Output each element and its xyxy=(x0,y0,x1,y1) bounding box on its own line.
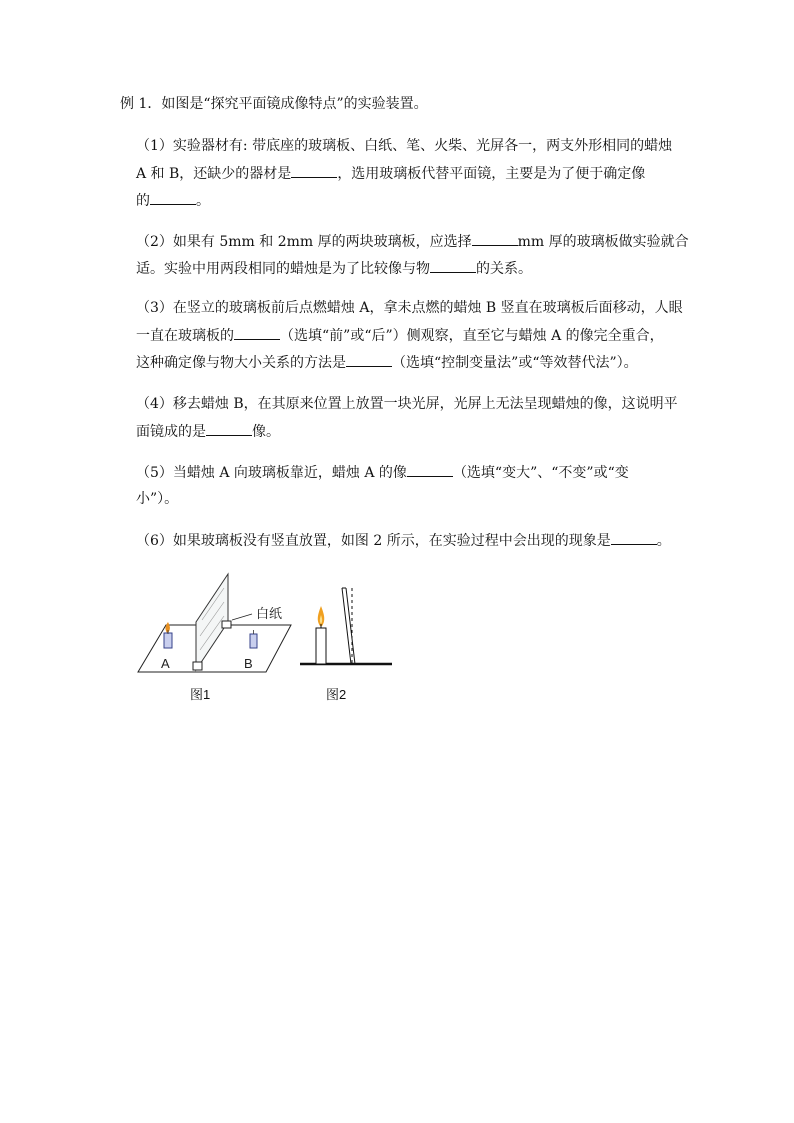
q3-line1: （3）在竖立的玻璃板前后点燃蜡烛 A，拿未点燃的蜡烛 B 竖直在玻璃板后面移动，人眼 xyxy=(136,300,683,316)
q2-line2 xyxy=(136,258,532,279)
q4-line1: （4）移去蜡烛 B，在其原来位置上放置一块光屏，光屏上无法呈现蜡烛的像，这说明平 xyxy=(136,396,678,412)
q1-text-a: A 和 B，还缺少的器材是 xyxy=(136,166,292,182)
q5-line1 xyxy=(136,462,629,483)
candle xyxy=(316,628,326,664)
label-candle-b: B xyxy=(244,656,253,671)
figure-2-tilted-plate xyxy=(300,578,396,678)
q1-line2 xyxy=(136,163,645,184)
tilted-glass-plate xyxy=(342,588,351,664)
q2-line1 xyxy=(136,231,689,252)
q4-text-a: 面镜成的是 xyxy=(136,424,206,440)
q4-line2 xyxy=(136,421,280,442)
label-candle-a: A xyxy=(161,656,170,671)
q3-text-d: （选填“控制变量法”或“等效替代法”）。 xyxy=(392,355,638,371)
candle-a xyxy=(164,633,172,648)
label-white-paper: 白纸 xyxy=(256,606,283,621)
q1-text-d: 。 xyxy=(196,193,210,209)
q6-blank-1 xyxy=(611,530,657,545)
q5-line2: 小”）。 xyxy=(136,491,179,507)
figure-1-apparatus xyxy=(136,570,296,678)
q2-text-a: （2）如果有 5mm 和 2mm 厚的两块玻璃板，应选择 xyxy=(136,234,472,250)
figure-1-caption: 图1 xyxy=(190,687,211,702)
q1-line1: （1）实验器材有: 带底座的玻璃板、白纸、笔、火柴、光屏各一，两支外形相同的蜡烛 xyxy=(136,138,673,154)
q3-text-c: 这种确定像与物大小关系的方法是 xyxy=(136,355,346,371)
q2-blank-1 xyxy=(472,231,518,246)
q2-blank-2 xyxy=(430,258,476,273)
q2-text-d: 的关系。 xyxy=(476,261,532,277)
q2-text-c: 适。实验中用两段相同的蜡烛是为了比较像与物 xyxy=(136,261,430,277)
q6-line1 xyxy=(136,530,671,551)
q1-blank-1 xyxy=(291,163,337,178)
q5-text-b: （选填“变大”、“不变”或“变 xyxy=(452,465,629,481)
plate-base-front xyxy=(193,662,202,670)
figure-2-caption: 图2 xyxy=(326,687,347,702)
q3-text-b: （选填“前”或“后”）侧观察，直至它与蜡烛 A 的像完全重合， xyxy=(280,328,664,344)
q1-line3 xyxy=(136,190,210,211)
q4-blank-1 xyxy=(206,421,252,436)
q3-line3 xyxy=(136,352,638,373)
q3-blank-1 xyxy=(234,325,280,340)
q3-line2 xyxy=(136,325,664,346)
q5-blank-1 xyxy=(407,462,453,477)
q3-text-a: 一直在玻璃板的 xyxy=(136,328,234,344)
q1-blank-2 xyxy=(150,190,196,205)
example-title: 例 1．如图是“探究平面镜成像特点”的实验装置。 xyxy=(120,96,428,112)
q6-text-b: 。 xyxy=(656,533,671,549)
q6-text-a: （6）如果玻璃板没有竖直放置，如图 2 所示，在实验过程中会出现的现象是 xyxy=(136,533,611,549)
q5-text-a: （5）当蜡烛 A 向玻璃板靠近，蜡烛 A 的像 xyxy=(136,465,407,481)
q4-text-b: 像。 xyxy=(252,424,280,440)
q3-blank-2 xyxy=(346,352,392,367)
q2-text-b: mm 厚的玻璃板做实验就合 xyxy=(517,234,689,250)
q1-text-b: ，选用玻璃板代替平面镜，主要是为了便于确定像 xyxy=(337,166,646,182)
candle-b xyxy=(250,634,257,648)
plate-base-back xyxy=(222,621,231,628)
q1-text-c: 的 xyxy=(136,193,150,209)
